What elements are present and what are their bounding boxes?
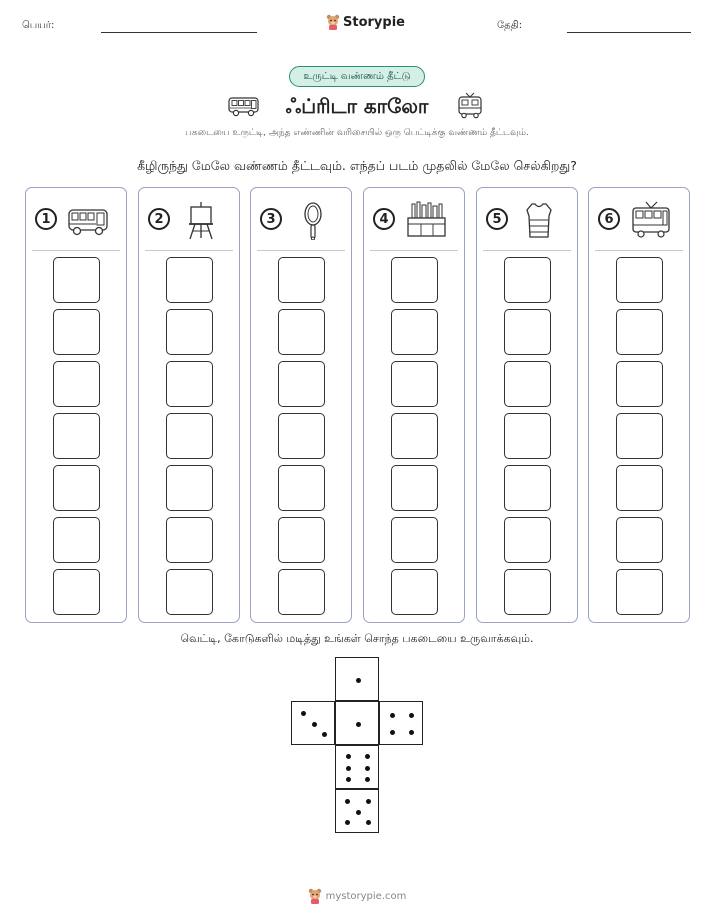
pip bbox=[346, 777, 351, 782]
pip bbox=[365, 777, 370, 782]
color-box[interactable] bbox=[53, 413, 100, 459]
brand-name: Storypie bbox=[343, 14, 405, 30]
color-box[interactable] bbox=[391, 413, 438, 459]
die-face-5 bbox=[335, 789, 379, 833]
column-number: 2 bbox=[148, 208, 170, 230]
color-box[interactable] bbox=[616, 413, 663, 459]
footer bbox=[0, 888, 714, 904]
color-box[interactable] bbox=[504, 465, 551, 511]
color-box[interactable] bbox=[616, 361, 663, 407]
color-box[interactable] bbox=[166, 361, 213, 407]
color-box[interactable] bbox=[504, 309, 551, 355]
column-2 bbox=[138, 187, 240, 623]
color-box[interactable] bbox=[278, 569, 325, 615]
color-box[interactable] bbox=[391, 569, 438, 615]
color-box[interactable] bbox=[391, 309, 438, 355]
pip bbox=[346, 766, 351, 771]
tram-icon bbox=[629, 200, 673, 240]
question-text: கீழிருந்து மேலே வண்ணம் தீட்டவும். எந்தப் படம் முதலில் மேலே செல்கிறது? bbox=[137, 158, 577, 173]
pip bbox=[346, 754, 351, 759]
paint-box-icon bbox=[404, 200, 448, 240]
color-box[interactable] bbox=[278, 257, 325, 303]
pip bbox=[366, 820, 371, 825]
color-box[interactable] bbox=[278, 413, 325, 459]
die-face-1 bbox=[335, 701, 379, 745]
color-box[interactable] bbox=[278, 465, 325, 511]
pip bbox=[356, 810, 361, 815]
die-face-6 bbox=[335, 745, 379, 789]
die-net bbox=[291, 657, 425, 835]
brand-logo bbox=[326, 14, 405, 30]
pip bbox=[345, 820, 350, 825]
footer-url[interactable]: mystorypie.com bbox=[325, 890, 407, 902]
pip bbox=[390, 713, 395, 718]
column-divider bbox=[370, 250, 458, 251]
storypie-bear-icon bbox=[326, 14, 340, 30]
pip bbox=[345, 799, 350, 804]
column-number: 6 bbox=[598, 208, 620, 230]
pip bbox=[365, 754, 370, 759]
color-box[interactable] bbox=[53, 361, 100, 407]
pip bbox=[409, 730, 414, 735]
color-box[interactable] bbox=[53, 569, 100, 615]
instructions-subtitle: பகடையை உருட்டி, அந்த எண்ணின் வரிசையில் ஒரு பெட்டிக்கு வண்ணம் தீட்டவும். bbox=[185, 128, 529, 138]
pip bbox=[356, 722, 361, 727]
color-box[interactable] bbox=[166, 465, 213, 511]
die-face-1 bbox=[335, 657, 379, 701]
color-box[interactable] bbox=[616, 517, 663, 563]
color-box[interactable] bbox=[166, 569, 213, 615]
die-instruction: வெட்டி, கோடுகளில் மடித்து உங்கள் சொந்த பகடையை உருவாக்கவும். bbox=[180, 632, 534, 645]
hand-mirror-icon bbox=[291, 200, 335, 240]
color-box[interactable] bbox=[53, 465, 100, 511]
page-title: ஃப்ரிடா காலோ bbox=[285, 94, 429, 118]
color-box[interactable] bbox=[504, 361, 551, 407]
color-box[interactable] bbox=[391, 517, 438, 563]
title-tram-icon bbox=[456, 92, 484, 120]
column-number: 1 bbox=[35, 208, 57, 230]
pip bbox=[390, 730, 395, 735]
pip bbox=[409, 713, 414, 718]
activity-tag: உருட்டி வண்ணம் தீட்டு bbox=[289, 66, 425, 87]
date-line[interactable] bbox=[567, 32, 691, 33]
color-box[interactable] bbox=[504, 569, 551, 615]
color-box[interactable] bbox=[53, 257, 100, 303]
color-box[interactable] bbox=[166, 413, 213, 459]
bus-icon bbox=[66, 200, 110, 240]
color-box[interactable] bbox=[504, 257, 551, 303]
color-box[interactable] bbox=[166, 517, 213, 563]
column-divider bbox=[32, 250, 120, 251]
color-box[interactable] bbox=[616, 309, 663, 355]
color-box[interactable] bbox=[616, 569, 663, 615]
color-box[interactable] bbox=[391, 257, 438, 303]
name-label: பெயர்: bbox=[22, 20, 55, 31]
storypie-bear-icon bbox=[308, 888, 322, 904]
die-face-3 bbox=[291, 701, 335, 745]
color-box[interactable] bbox=[278, 517, 325, 563]
easel-icon bbox=[179, 200, 223, 240]
column-number: 5 bbox=[486, 208, 508, 230]
column-5 bbox=[476, 187, 578, 623]
column-divider bbox=[257, 250, 345, 251]
pip bbox=[322, 732, 327, 737]
color-box[interactable] bbox=[616, 257, 663, 303]
name-line[interactable] bbox=[101, 32, 257, 33]
color-box[interactable] bbox=[504, 413, 551, 459]
color-box[interactable] bbox=[391, 465, 438, 511]
color-box[interactable] bbox=[391, 361, 438, 407]
date-label: தேதி: bbox=[497, 20, 523, 31]
color-box[interactable] bbox=[53, 309, 100, 355]
column-number: 4 bbox=[373, 208, 395, 230]
color-box[interactable] bbox=[53, 517, 100, 563]
column-6 bbox=[588, 187, 690, 623]
pip bbox=[301, 711, 306, 716]
column-divider bbox=[483, 250, 571, 251]
column-divider bbox=[595, 250, 683, 251]
color-box[interactable] bbox=[166, 257, 213, 303]
column-1 bbox=[25, 187, 127, 623]
pip bbox=[365, 766, 370, 771]
color-box[interactable] bbox=[616, 465, 663, 511]
pip bbox=[356, 678, 361, 683]
title-bus-icon bbox=[228, 96, 260, 118]
column-3 bbox=[250, 187, 352, 623]
pip bbox=[312, 722, 317, 727]
pip bbox=[366, 799, 371, 804]
blouse-icon bbox=[517, 200, 561, 240]
color-box[interactable] bbox=[504, 517, 551, 563]
color-box[interactable] bbox=[278, 309, 325, 355]
color-box[interactable] bbox=[278, 361, 325, 407]
column-divider bbox=[145, 250, 233, 251]
color-box[interactable] bbox=[166, 309, 213, 355]
column-number: 3 bbox=[260, 208, 282, 230]
die-face-4 bbox=[379, 701, 423, 745]
column-4 bbox=[363, 187, 465, 623]
